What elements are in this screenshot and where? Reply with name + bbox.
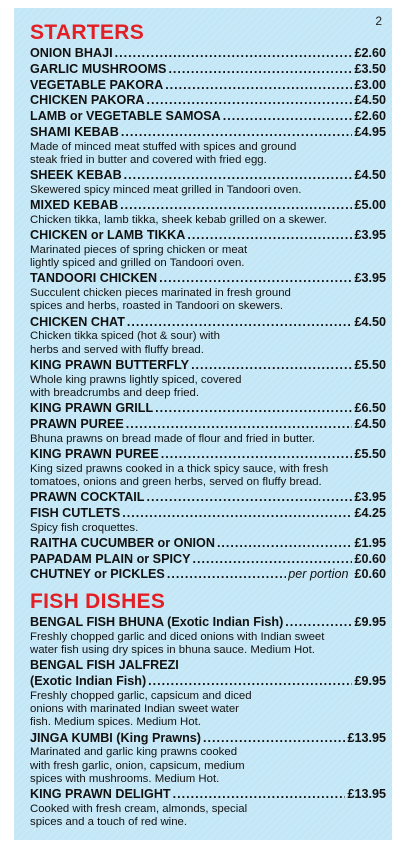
menu-item-description	[30, 214, 386, 227]
description-line: lightly spiced and grilled on Tandoori oven.	[30, 257, 245, 270]
dot-leader	[147, 93, 353, 109]
menu-item-name: SHEEK KEBAB	[30, 168, 122, 183]
menu-item-name: CHICKEN CHAT	[30, 314, 125, 329]
dot-leader	[187, 228, 352, 244]
description-line: spices and herbs, roasted in Tandoori on skewers.	[30, 300, 284, 313]
menu-item-name: LAMB or VEGETABLE SAMOSA	[30, 109, 221, 124]
menu-item	[30, 358, 386, 400]
description-line: herbs and served with fluffy bread.	[30, 343, 204, 356]
dot-leader	[161, 447, 353, 463]
menu-item-price: £3.95	[354, 228, 386, 243]
dot-leader	[159, 271, 352, 287]
menu-item-price: £4.50	[354, 168, 386, 183]
menu-item	[30, 536, 386, 552]
dot-leader	[126, 417, 353, 433]
description-line: Bhuna prawns on bread made of flour and fried in butter.	[30, 432, 315, 445]
dot-leader	[191, 358, 352, 374]
menu-item	[30, 78, 386, 94]
description-line: steak fried in butter and covered with fried egg.	[30, 153, 267, 166]
description-line: tomatoes, onions and green herbs, served on fluffy bread.	[30, 475, 322, 488]
menu-item-price: £4.95	[354, 124, 386, 139]
menu-item-row	[30, 109, 386, 125]
dot-leader	[127, 315, 353, 331]
menu-item-name: VEGETABLE PAKORA	[30, 77, 164, 92]
description-line: with breadcrumbs and deep fried.	[30, 386, 200, 399]
menu-item	[30, 552, 386, 568]
menu-item-price: £5.50	[354, 446, 386, 461]
menu-item-row	[30, 198, 386, 214]
description-line: Whole king prawns lightly spiced, covered	[30, 373, 242, 386]
menu-item-row	[30, 567, 386, 583]
description-line: Succulent chicken pieces marinated in fresh ground	[30, 287, 291, 300]
menu-item-name: GARLIC MUSHROOMS	[30, 61, 167, 76]
menu-item-row	[30, 506, 386, 522]
description-line: Chicken tikka spiced (hot & sour) with	[30, 330, 220, 343]
menu-item-name: RAITHA CUCUMBER or ONION	[30, 535, 215, 550]
menu-item-price: £3.50	[354, 61, 386, 76]
menu-item-row	[30, 787, 386, 803]
menu-item-row	[30, 417, 386, 433]
dot-leader	[223, 109, 353, 125]
dot-leader	[120, 198, 352, 214]
menu-item	[30, 109, 386, 125]
menu-item-name: BENGAL FISH JALFREZI	[30, 658, 179, 673]
menu-item-description	[30, 433, 386, 446]
page-number: 2	[375, 14, 382, 28]
menu-item	[30, 46, 386, 62]
menu-content	[30, 22, 386, 830]
starters-heading: STARTERS	[30, 21, 145, 44]
menu-item	[30, 62, 386, 78]
menu-item-description	[30, 631, 386, 657]
menu-item-price: £4.50	[354, 416, 386, 431]
menu-item-name: CHICKEN PAKORA	[30, 93, 145, 108]
description-line: Marinated and garlic king prawns cooked	[30, 746, 238, 759]
menu-item	[30, 567, 386, 583]
menu-item-name: (Exotic Indian Fish)	[30, 674, 147, 689]
menu-item-name: KING PRAWN GRILL	[30, 401, 154, 415]
menu-item-name: CHUTNEY or PICKLES	[30, 567, 165, 582]
menu-item-name: BENGAL FISH BHUNA (Exotic Indian Fish)	[30, 615, 284, 630]
menu-item-row	[30, 271, 386, 287]
menu-item	[30, 490, 386, 506]
menu-item-price: £13.95	[347, 787, 386, 801]
menu-item-row	[30, 674, 386, 690]
menu-item-name: JINGA KUMBI (King Prawns)	[30, 730, 201, 745]
menu-item-name: PRAWN COCKTAIL	[30, 490, 145, 504]
menu-item-description	[30, 244, 386, 270]
menu-item	[30, 125, 386, 167]
menu-item-name: KING PRAWN PUREE	[30, 446, 159, 461]
menu-item-row	[30, 731, 386, 747]
dot-leader	[192, 552, 352, 568]
menu-item-price: £6.50	[354, 401, 386, 415]
menu-item-name: FISH CUTLETS	[30, 505, 121, 520]
menu-item-row	[30, 447, 386, 463]
portion-note: per portion	[288, 567, 349, 582]
dot-leader	[168, 62, 352, 78]
menu-item-name: TANDOORI CHICKEN	[30, 271, 158, 286]
menu-item	[30, 615, 386, 657]
menu-item-description	[30, 463, 386, 489]
description-line: fish. Medium spices. Medium Hot.	[30, 716, 201, 729]
dot-leader	[122, 506, 352, 522]
menu-item-name: PAPADAM PLAIN or SPICY	[30, 551, 191, 566]
dot-leader	[167, 567, 286, 583]
menu-item-description	[30, 184, 386, 197]
menu-item-name: MIXED KEBAB	[30, 198, 119, 213]
menu-item-price: £4.25	[354, 505, 386, 520]
menu-item-name: KING PRAWN BUTTERFLY	[30, 357, 190, 372]
menu-item	[30, 228, 386, 270]
menu-item-price: £9.95	[354, 674, 386, 689]
description-line: Freshly chopped garlic and diced onions with Indian sweet	[30, 630, 325, 643]
menu-item-row	[30, 615, 386, 631]
menu-item	[30, 506, 386, 535]
description-line: Spicy fish croquettes.	[30, 521, 139, 534]
menu-item-price: £3.95	[354, 271, 386, 286]
menu-item-price: £3.95	[354, 490, 386, 504]
menu-item-row	[30, 552, 386, 568]
menu-item-description	[30, 803, 386, 829]
menu-item-row	[30, 62, 386, 78]
menu-item	[30, 787, 386, 829]
description-line: onions with marinated Indian sweet water	[30, 703, 239, 716]
dot-leader	[285, 615, 352, 631]
menu-item-description	[30, 374, 386, 400]
menu-item-price: £5.00	[354, 198, 386, 213]
description-line: Chicken tikka, lamb tikka, sheek kebab grilled on a skewer.	[30, 213, 327, 226]
menu-item-row	[30, 228, 386, 244]
description-line: Made of minced meat stuffed with spices and ground	[30, 140, 297, 153]
menu-item	[30, 731, 386, 786]
menu-item	[30, 271, 386, 313]
menu-item-price: £4.50	[354, 314, 386, 329]
menu-item-price: £1.95	[354, 535, 386, 550]
description-line: spices and a touch of red wine.	[30, 816, 188, 828]
menu-item-name: PRAWN PUREE	[30, 416, 124, 431]
description-line: Freshly chopped garlic, capsicum and diced	[30, 689, 252, 702]
description-line: Cooked with fresh cream, almonds, special	[30, 802, 248, 815]
description-line: Skewered spicy minced meat grilled in Tandoori oven.	[30, 183, 302, 196]
menu-item	[30, 658, 386, 729]
menu-item-description	[30, 522, 386, 535]
menu-item-price: £9.95	[354, 615, 386, 630]
menu-panel	[14, 8, 392, 840]
dot-leader	[155, 401, 352, 417]
menu-item-row	[30, 490, 386, 506]
menu-item-name: CHICKEN or LAMB TIKKA	[30, 228, 186, 243]
menu-item-row	[30, 125, 386, 141]
menu-item-price: £0.60	[354, 551, 386, 566]
dot-leader	[173, 787, 346, 803]
menu-item	[30, 447, 386, 489]
dot-leader	[217, 536, 353, 552]
menu-item-description	[30, 287, 386, 313]
menu-item-price: £4.50	[354, 93, 386, 108]
menu-item	[30, 198, 386, 227]
description-line: spices with mushrooms. Medium Hot.	[30, 772, 220, 785]
menu-item	[30, 315, 386, 357]
description-line: water fish using dry spices in bhuna sauce. Medium Hot.	[30, 644, 315, 657]
menu-item-name: SHAMI KEBAB	[30, 124, 119, 139]
menu-item-name: KING PRAWN DELIGHT	[30, 787, 171, 801]
menu-item-description	[30, 690, 386, 730]
menu-item-price: £2.60	[354, 109, 386, 124]
menu-item	[30, 401, 386, 417]
menu-item-row	[30, 536, 386, 552]
menu-item-row	[30, 315, 386, 331]
dot-leader	[121, 125, 353, 141]
menu-item-row	[30, 401, 386, 417]
menu-item	[30, 93, 386, 109]
dot-leader	[203, 731, 346, 747]
fish-dishes-list	[30, 615, 386, 829]
menu-item-price: £0.60	[354, 567, 386, 582]
menu-item-row	[30, 93, 386, 109]
menu-item-price: £2.60	[354, 46, 386, 60]
dot-leader	[124, 168, 353, 184]
menu-item-price: £5.50	[354, 357, 386, 372]
description-line: King sized prawns cooked in a thick spicy sauce, with fresh	[30, 462, 329, 475]
menu-item-row	[30, 358, 386, 374]
menu-item	[30, 168, 386, 197]
starters-list	[30, 46, 386, 583]
menu-item-row	[30, 46, 386, 62]
menu-item-price: £3.00	[354, 77, 386, 92]
menu-item-name: ONION BHAJI	[30, 46, 113, 60]
description-line: with fresh garlic, onion, capsicum, medium	[30, 759, 245, 772]
menu-item-row	[30, 78, 386, 94]
dot-leader	[147, 490, 353, 506]
dot-leader	[148, 674, 352, 690]
dot-leader	[165, 78, 352, 94]
menu-item-description	[30, 746, 386, 786]
fish-dishes-heading: FISH DISHES	[30, 590, 166, 614]
menu-item-description	[30, 141, 386, 167]
menu-item	[30, 417, 386, 446]
description-line: Marinated pieces of spring chicken or meat	[30, 243, 248, 256]
menu-item-description	[30, 330, 386, 356]
menu-item-price: £13.95	[347, 730, 386, 745]
menu-item-row	[30, 168, 386, 184]
dot-leader	[115, 46, 353, 62]
